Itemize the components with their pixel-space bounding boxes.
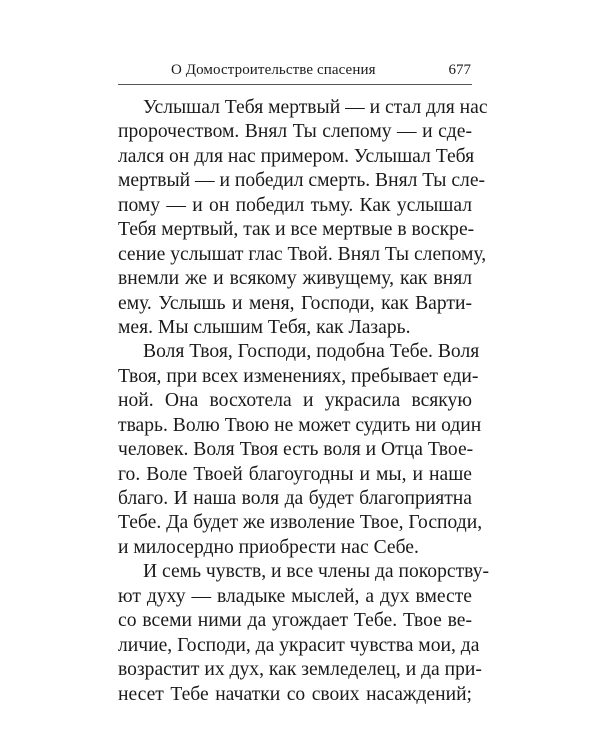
paragraph-1 bbox=[118, 96, 488, 340]
text-line: Твоя, при всех изменениях, пребывает еди- bbox=[118, 365, 479, 387]
text-line: тварь. Волю Твою не может судить ни один bbox=[118, 414, 482, 436]
paragraph-3 bbox=[118, 560, 490, 707]
text-line: личие, Господи, да украсит чувства мои, да bbox=[118, 634, 480, 656]
text-line: мертвый — и победил смерть. Внял Ты сле- bbox=[118, 170, 486, 192]
text-line: ют духу — владыке мыслей, а дух вместе bbox=[118, 585, 472, 607]
text-line: Воля Твоя, Господи, подобна Тебе. Воля bbox=[143, 341, 480, 363]
text-line: человек. Воля Твоя есть воля и Отца Твое- bbox=[118, 439, 474, 461]
body-text bbox=[118, 96, 490, 707]
text-line: мея. Мы слышим Тебя, как Лазарь. bbox=[118, 316, 411, 338]
text-line: внемли же и всякому живущему, как внял bbox=[118, 268, 472, 290]
text-line: лался он для нас примером. Услышал Тебя bbox=[118, 145, 475, 167]
page-number: 677 bbox=[448, 62, 471, 78]
text-line: и милосердно приобрести нас Себе. bbox=[118, 536, 419, 558]
running-head bbox=[118, 62, 472, 84]
text-line: ной. Она восхотела и украсила всякую bbox=[118, 390, 472, 412]
header-rule bbox=[118, 84, 472, 85]
running-title: О Домостроительстве спасения bbox=[171, 62, 376, 78]
text-line: го. Воле Твоей благоугодны и мы, и наше bbox=[118, 463, 472, 485]
text-line: Услышал Тебя мертвый — и стал для нас bbox=[143, 97, 488, 118]
text-line: несет Тебе начатки со своих насаждений; bbox=[118, 683, 472, 705]
text-line: Тебя мертвый, так и все мертвые в воскре- bbox=[118, 219, 475, 241]
paragraph-2 bbox=[118, 340, 483, 560]
text-line: благо. И наша воля да будет благоприятна bbox=[118, 488, 472, 509]
text-line: пророчеством. Внял Ты слепому — и сде- bbox=[118, 121, 472, 143]
text-line: ему. Услышь и меня, Господи, как Варти- bbox=[118, 292, 472, 314]
text-line: пому — и он победил тьму. Как услышал bbox=[118, 194, 472, 216]
text-line: возрастит их дух, как земледелец, и да при- bbox=[118, 659, 482, 681]
text-line: И семь чувств, и все члены да покорству- bbox=[143, 561, 490, 583]
text-line: сение услышат глас Твой. Внял Ты слепому, bbox=[118, 243, 487, 265]
text-line: Тебе. Да будет же изволение Твое, Господи, bbox=[118, 512, 483, 534]
text-line: со всеми ними да угождает Тебе. Твое ве- bbox=[118, 610, 472, 632]
